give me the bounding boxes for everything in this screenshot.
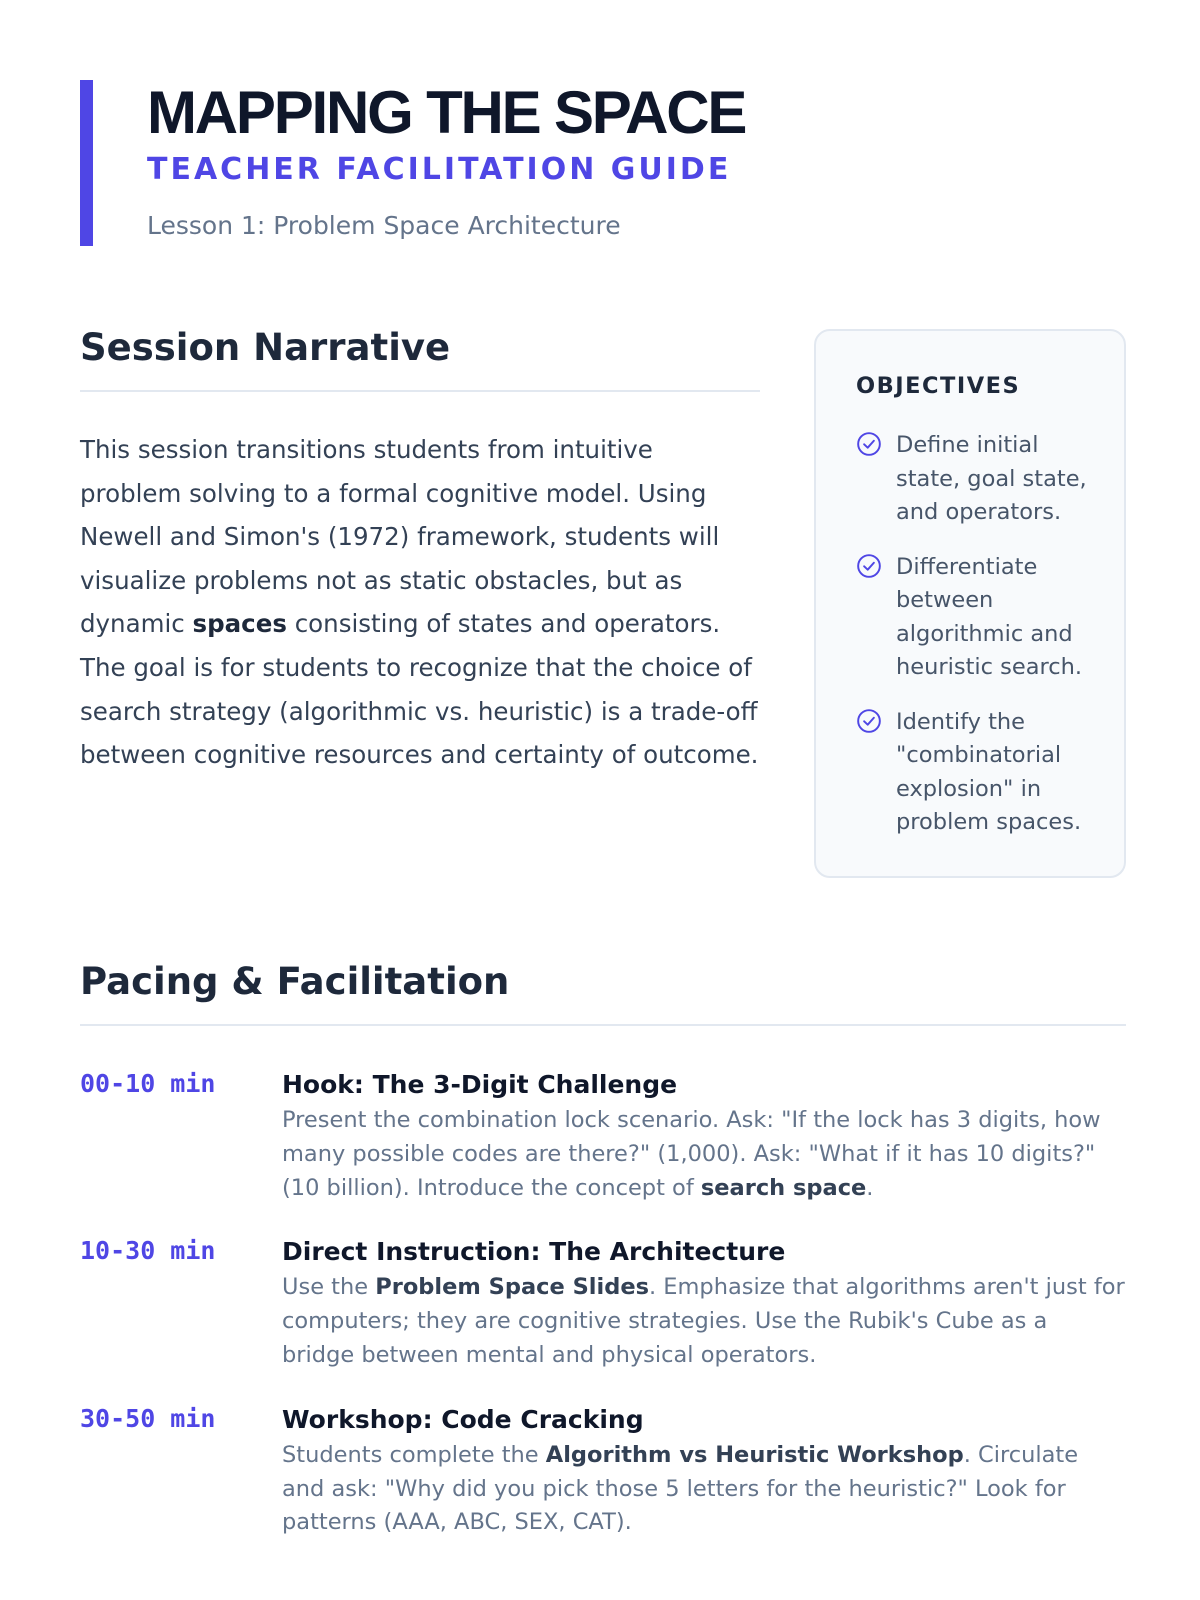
activity-block [282, 1233, 1126, 1372]
desc-text-a: Students complete the [282, 1441, 546, 1468]
check-circle-icon [856, 708, 882, 734]
objective-item [856, 706, 1100, 840]
timeline-row [80, 1233, 1126, 1372]
narrative-paragraph [80, 428, 760, 777]
activity-title: Hook: The 3-Digit Challenge [282, 1070, 678, 1099]
time-range: 10-30 min [80, 1236, 216, 1266]
objective-item [856, 429, 1100, 530]
desc-text-b: . [866, 1174, 874, 1201]
narrative-emphasis: spaces [192, 609, 287, 639]
lesson-label: Lesson 1: Problem Space Architecture [147, 211, 621, 240]
narrative-text-a: This session transitions students from intuitive problem solving to a formal cognitive model. Using Newell and Simon's (1972) framework, students will visualize problems not as static obstacles, but as dynamic [80, 435, 720, 639]
objective-text: Identify the "combinatorial explosion" in problem spaces. [896, 708, 1082, 835]
activity-title: Workshop: Code Cracking [282, 1404, 644, 1434]
page-header [80, 79, 746, 246]
objective-item [856, 551, 1100, 685]
page-subtitle: TEACHER FACILITATION GUIDE [147, 152, 732, 187]
activity-description [282, 1104, 1126, 1205]
desc-emphasis: Problem Space Slides [375, 1274, 649, 1301]
time-range: 00-10 min [80, 1069, 216, 1098]
desc-emphasis: search space [700, 1174, 867, 1201]
objectives-title: OBJECTIVES [856, 373, 1021, 399]
pacing-timeline [80, 1066, 1126, 1540]
objectives-list [856, 429, 1100, 840]
activity-title: Direct Instruction: The Architecture [282, 1237, 786, 1267]
activity-description [282, 1271, 1126, 1372]
pacing-heading: Pacing & Facilitation [80, 958, 1126, 1026]
desc-text-a: Present the combination lock scenario. Ask: "If the lock has 3 digits, how many possible codes are there?" (1,000). Ask: "What if it has 10 digits?" (10 billion). Introduce the concept of [282, 1107, 1101, 1201]
page-title: MAPPING THE SPACE [147, 79, 746, 146]
desc-text-b: . Emphasize that algorithms aren't just for computers; they are cognitive strategies. Use the Rubik's Cube as a bridge between mental and physical operators. [282, 1274, 1125, 1368]
activity-description [282, 1439, 1126, 1540]
objective-text: Define initial state, goal state, and operators. [896, 432, 1087, 525]
check-circle-icon [856, 553, 882, 579]
session-narrative-heading: Session Narrative [80, 324, 760, 392]
activity-block [282, 1066, 1126, 1205]
desc-emphasis: Algorithm vs Heuristic Workshop [545, 1441, 964, 1468]
narrative-text-b: consisting of states and operators. The goal is for students to recognize that the choice of search strategy (algorithmic vs. heuristic) is a trade-off between cognitive resources and certainty of outcome. [80, 609, 759, 770]
activity-block [282, 1401, 1126, 1540]
session-narrative-section [80, 324, 760, 777]
desc-text-b: . Circulate and ask: "Why did you pick those 5 letters for the heuristic?" Look for patterns (AAA, ABC, SEX, CAT). [282, 1441, 1079, 1536]
objectives-card [814, 329, 1126, 878]
pacing-section [80, 958, 1126, 1568]
desc-text-a: Use the [282, 1274, 376, 1301]
time-range: 30-50 min [80, 1403, 216, 1433]
objective-text: Differentiate between algorithmic and heuristic search. [896, 553, 1083, 680]
timeline-row [80, 1066, 1126, 1205]
check-circle-icon [856, 431, 882, 457]
timeline-row [80, 1401, 1126, 1540]
